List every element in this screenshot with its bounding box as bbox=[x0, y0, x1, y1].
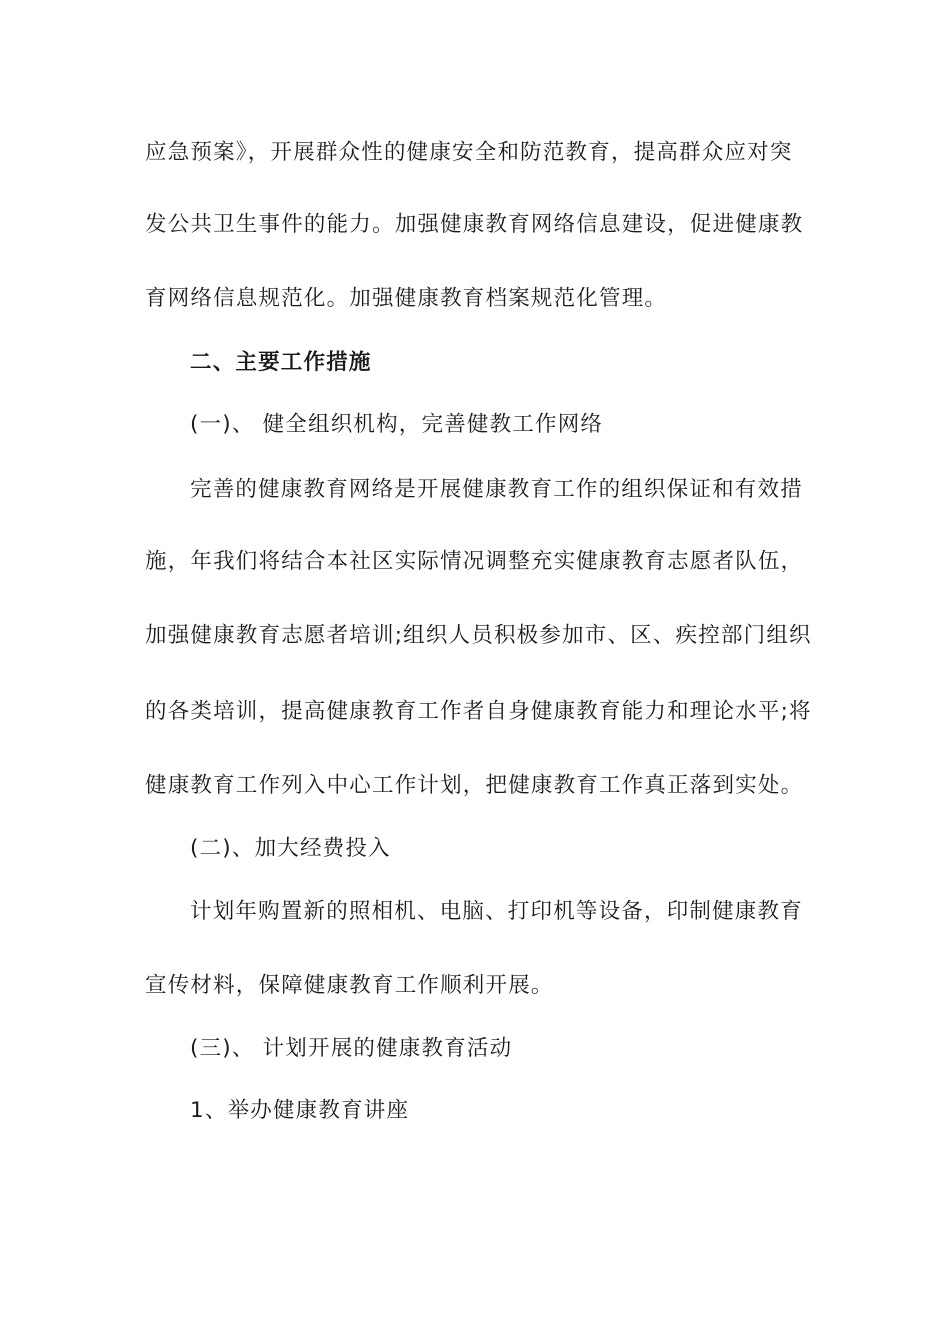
paragraph-intro-line-1: 应急预案》，开展群众性的健康安全和防范教育，提高群众应对突 bbox=[145, 140, 793, 165]
paragraph-intro-line-3: 育网络信息规范化。加强健康教育档案规范化管理。 bbox=[145, 286, 668, 311]
subheading-1: (一)、 健全组织机构，完善健教工作网络 bbox=[190, 412, 604, 437]
paragraph-1-line-1: 完善的健康教育网络是开展健康教育工作的组织保证和有效措 bbox=[190, 477, 803, 502]
subheading-3: (三)、 计划开展的健康教育活动 bbox=[190, 1036, 513, 1061]
subheading-2: (二)、加大经费投入 bbox=[190, 836, 391, 861]
paragraph-1-line-5: 健康教育工作列入中心工作计划，把健康教育工作真正落到实处。 bbox=[145, 773, 804, 798]
paragraph-2-line-2: 宣传材料，保障健康教育工作顺利开展。 bbox=[145, 973, 554, 998]
list-item-1: 1、举办健康教育讲座 bbox=[190, 1098, 410, 1123]
paragraph-1-line-2: 施，年我们将结合本社区实际情况调整充实健康教育志愿者队伍， bbox=[145, 549, 804, 574]
paragraph-1-line-4: 的各类培训，提高健康教育工作者自身健康教育能力和理论水平;将 bbox=[145, 699, 812, 724]
paragraph-intro-line-2: 发公共卫生事件的能力。加强健康教育网络信息建设，促进健康教 bbox=[145, 212, 804, 237]
paragraph-2-line-1: 计划年购置新的照相机、电脑、打印机等设备，印制健康教育 bbox=[190, 899, 803, 924]
section-heading: 二、主要工作措施 bbox=[190, 350, 372, 375]
paragraph-1-line-3: 加强健康教育志愿者培训;组织人员积极参加市、区、疾控部门组织 bbox=[145, 623, 812, 648]
